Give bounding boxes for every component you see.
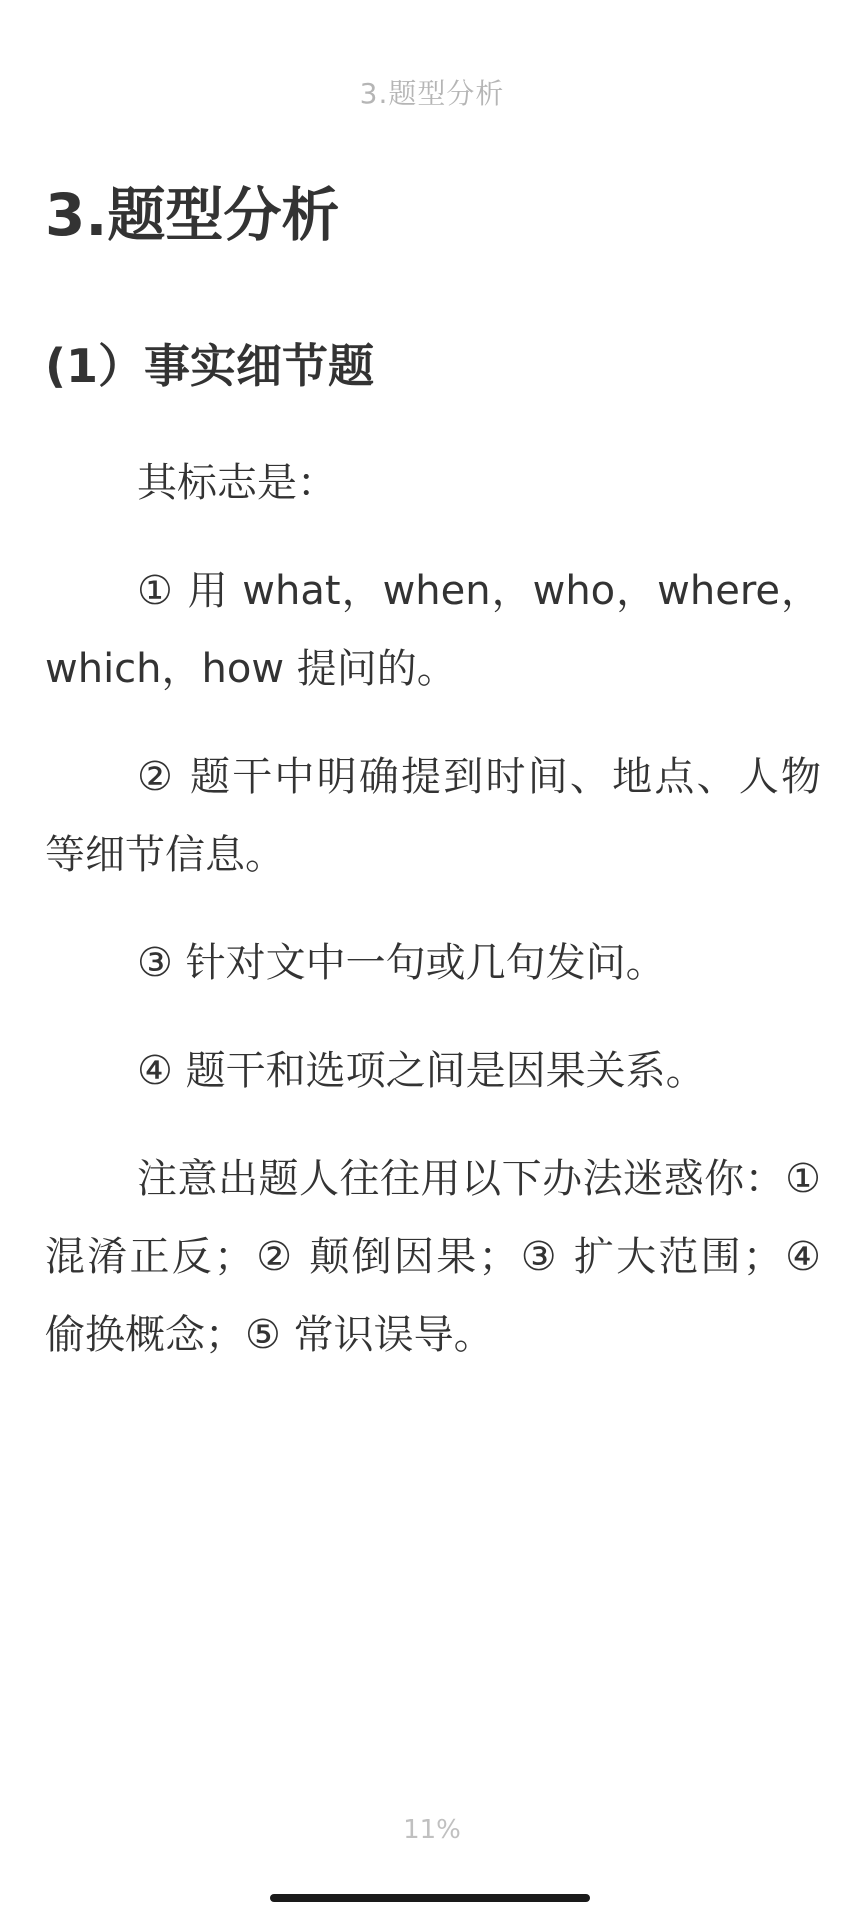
section-title: (1）事实细节题: [45, 339, 375, 393]
reading-progress: 11%: [403, 1815, 461, 1845]
paragraph-item-4: ④ 题干和选项之间是因果关系。: [137, 1048, 706, 1094]
reader-content: [45, 180, 821, 1404]
chapter-title: 3.题型分析: [45, 181, 340, 249]
home-indicator[interactable]: [270, 1894, 590, 1902]
paragraph-note: 注意出题人往往用以下办法迷惑你：① 混淆正反；② 颠倒因果；③ 扩大范围；④ 偷换概念；⑤ 常识误导。: [45, 1156, 821, 1358]
paragraph-intro: 其标志是：: [137, 460, 337, 506]
paragraph-item-3: ③ 针对文中一句或几句发问。: [137, 940, 666, 986]
paragraph-item-2: ② 题干中明确提到时间、地点、人物等细节信息。: [45, 754, 821, 878]
paragraph-item-1: ① 用 what，when，who，where，which，how 提问的。: [45, 568, 821, 692]
reader-header-title: 3.题型分析: [359, 77, 505, 110]
